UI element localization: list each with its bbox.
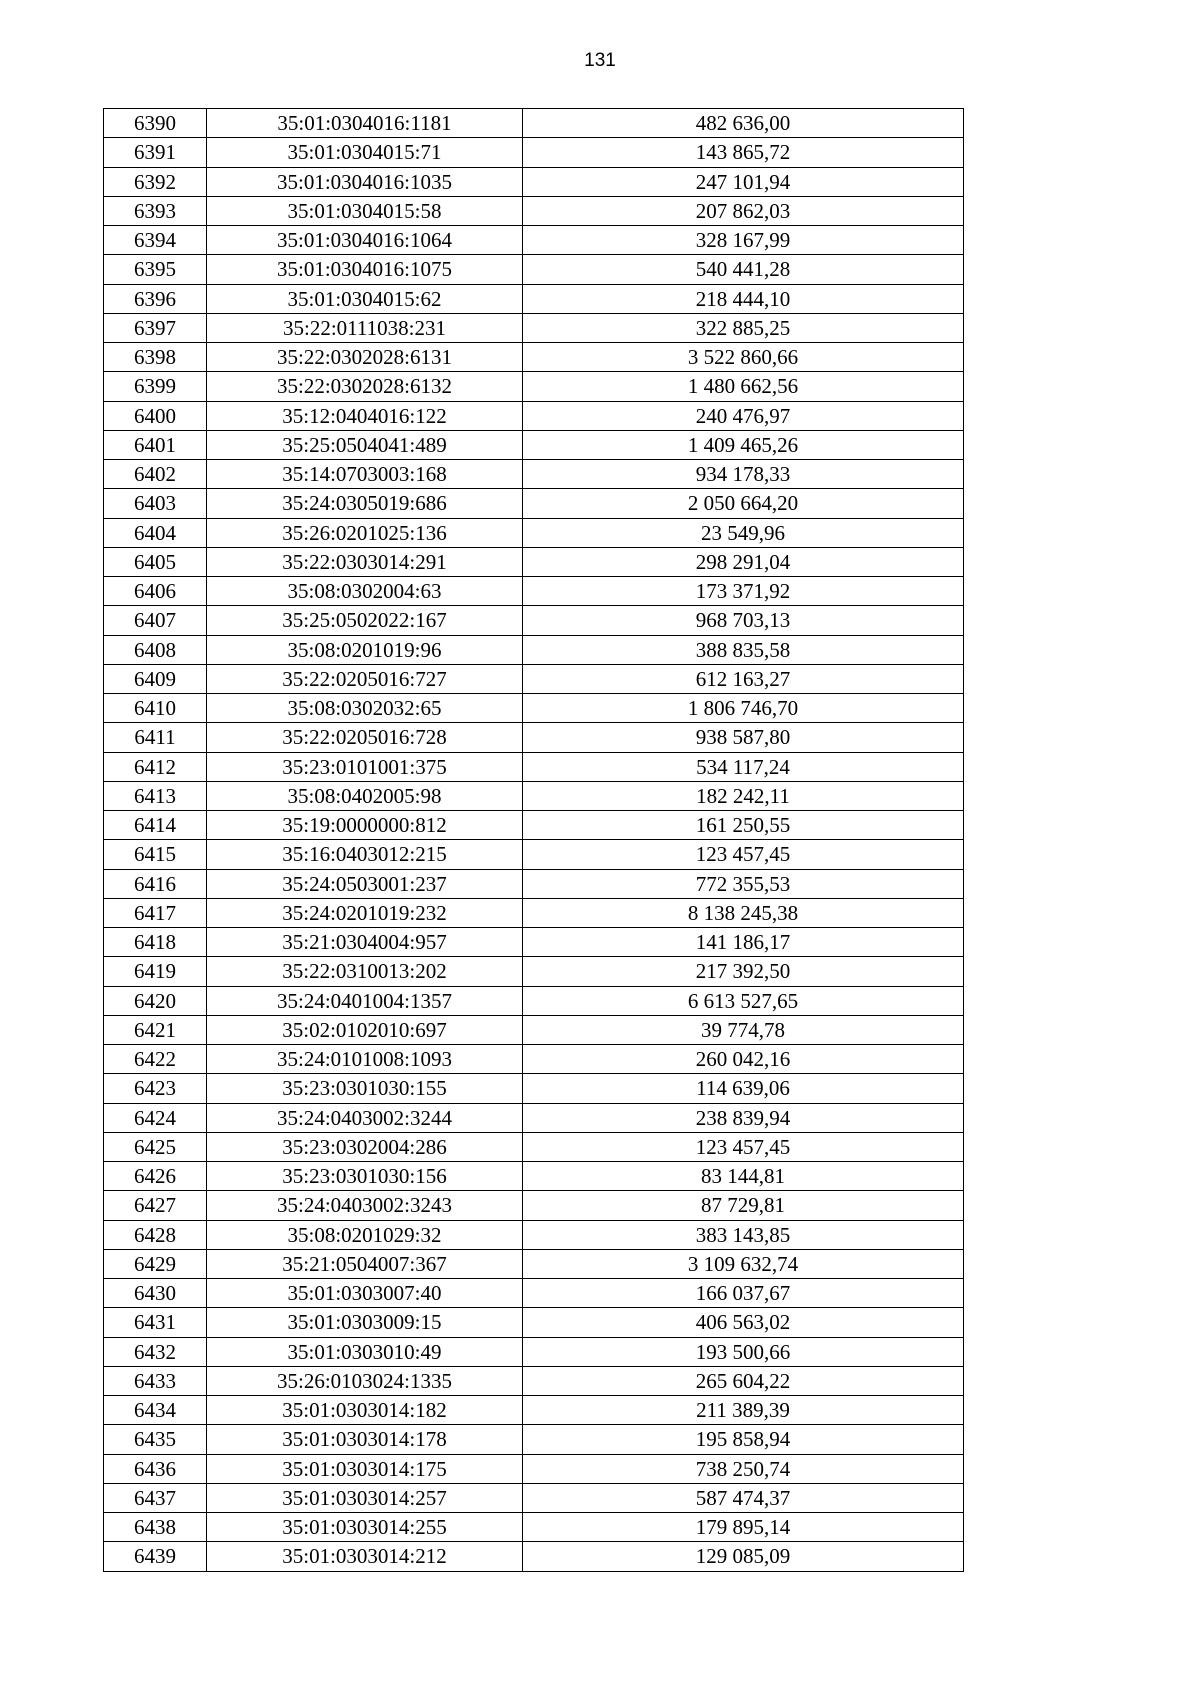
cadastral-number-cell: 35:01:0304015:58 <box>207 196 523 225</box>
cadastral-number-cell: 35:01:0303014:255 <box>207 1513 523 1542</box>
table-row <box>104 752 964 781</box>
row-number-cell: 6426 <box>104 1162 207 1191</box>
cadastral-number-cell: 35:22:0205016:728 <box>207 723 523 752</box>
cadastral-number-cell: 35:24:0101008:1093 <box>207 1045 523 1074</box>
value-cell: 83 144,81 <box>523 1162 964 1191</box>
value-cell: 173 371,92 <box>523 577 964 606</box>
row-number-cell: 6396 <box>104 284 207 313</box>
cadastral-number-cell: 35:16:0403012:215 <box>207 840 523 869</box>
value-cell: 738 250,74 <box>523 1454 964 1483</box>
row-number-cell: 6431 <box>104 1308 207 1337</box>
table-row <box>104 1483 964 1512</box>
row-number-cell: 6418 <box>104 928 207 957</box>
table-row <box>104 401 964 430</box>
row-number-cell: 6434 <box>104 1396 207 1425</box>
cadastral-number-cell: 35:19:0000000:812 <box>207 811 523 840</box>
value-cell: 772 355,53 <box>523 869 964 898</box>
value-cell: 218 444,10 <box>523 284 964 313</box>
table-row <box>104 781 964 810</box>
cadastral-number-cell: 35:22:0111038:231 <box>207 313 523 342</box>
value-cell: 260 042,16 <box>523 1045 964 1074</box>
value-cell: 934 178,33 <box>523 460 964 489</box>
row-number-cell: 6401 <box>104 430 207 459</box>
row-number-cell: 6427 <box>104 1191 207 1220</box>
cadastral-number-cell: 35:08:0201029:32 <box>207 1220 523 1249</box>
table-row <box>104 840 964 869</box>
row-number-cell: 6420 <box>104 986 207 1015</box>
row-number-cell: 6409 <box>104 664 207 693</box>
table-row <box>104 694 964 723</box>
table-row <box>104 1162 964 1191</box>
row-number-cell: 6415 <box>104 840 207 869</box>
row-number-cell: 6408 <box>104 635 207 664</box>
row-number-cell: 6391 <box>104 138 207 167</box>
cadastral-number-cell: 35:01:0304015:71 <box>207 138 523 167</box>
row-number-cell: 6400 <box>104 401 207 430</box>
value-cell: 540 441,28 <box>523 255 964 284</box>
value-cell: 968 703,13 <box>523 606 964 635</box>
table-row <box>104 284 964 313</box>
cadastral-number-cell: 35:01:0304016:1181 <box>207 109 523 138</box>
value-cell: 534 117,24 <box>523 752 964 781</box>
value-cell: 8 138 245,38 <box>523 898 964 927</box>
cadastral-number-cell: 35:08:0302032:65 <box>207 694 523 723</box>
cadastral-number-cell: 35:25:0502022:167 <box>207 606 523 635</box>
cadastral-number-cell: 35:01:0303014:257 <box>207 1483 523 1512</box>
row-number-cell: 6423 <box>104 1074 207 1103</box>
row-number-cell: 6395 <box>104 255 207 284</box>
table-row <box>104 1308 964 1337</box>
value-cell: 207 862,03 <box>523 196 964 225</box>
value-cell: 39 774,78 <box>523 1015 964 1044</box>
row-number-cell: 6433 <box>104 1366 207 1395</box>
table-row <box>104 986 964 1015</box>
table-row <box>104 606 964 635</box>
value-cell: 114 639,06 <box>523 1074 964 1103</box>
table-row <box>104 430 964 459</box>
value-cell: 166 037,67 <box>523 1279 964 1308</box>
value-cell: 161 250,55 <box>523 811 964 840</box>
cadastral-number-cell: 35:01:0304015:62 <box>207 284 523 313</box>
row-number-cell: 6398 <box>104 343 207 372</box>
row-number-cell: 6394 <box>104 226 207 255</box>
row-number-cell: 6421 <box>104 1015 207 1044</box>
row-number-cell: 6399 <box>104 372 207 401</box>
table-row <box>104 460 964 489</box>
table-row <box>104 1103 964 1132</box>
cadastral-number-cell: 35:24:0401004:1357 <box>207 986 523 1015</box>
table-row <box>104 489 964 518</box>
table-row <box>104 957 964 986</box>
value-cell: 2 050 664,20 <box>523 489 964 518</box>
value-cell: 587 474,37 <box>523 1483 964 1512</box>
value-cell: 298 291,04 <box>523 547 964 576</box>
table-row <box>104 196 964 225</box>
table-row <box>104 313 964 342</box>
table-row <box>104 928 964 957</box>
cadastral-number-cell: 35:22:0303014:291 <box>207 547 523 576</box>
cadastral-number-cell: 35:25:0504041:489 <box>207 430 523 459</box>
table-row <box>104 1425 964 1454</box>
table-row <box>104 1513 964 1542</box>
cadastral-number-cell: 35:24:0305019:686 <box>207 489 523 518</box>
table-row <box>104 1132 964 1161</box>
cadastral-number-cell: 35:01:0304016:1035 <box>207 167 523 196</box>
table-row <box>104 1220 964 1249</box>
table-row <box>104 664 964 693</box>
table-row <box>104 635 964 664</box>
cadastral-number-cell: 35:24:0403002:3244 <box>207 1103 523 1132</box>
cadastral-number-cell: 35:21:0504007:367 <box>207 1249 523 1278</box>
value-cell: 182 242,11 <box>523 781 964 810</box>
table-row <box>104 138 964 167</box>
cadastral-number-cell: 35:01:0303014:175 <box>207 1454 523 1483</box>
cadastral-number-cell: 35:01:0303007:40 <box>207 1279 523 1308</box>
value-cell: 123 457,45 <box>523 1132 964 1161</box>
value-cell: 193 500,66 <box>523 1337 964 1366</box>
row-number-cell: 6416 <box>104 869 207 898</box>
table-row <box>104 723 964 752</box>
table-row <box>104 1366 964 1395</box>
cadastral-number-cell: 35:24:0503001:237 <box>207 869 523 898</box>
table-row <box>104 869 964 898</box>
row-number-cell: 6437 <box>104 1483 207 1512</box>
cadastral-number-cell: 35:01:0303010:49 <box>207 1337 523 1366</box>
table-row <box>104 372 964 401</box>
value-cell: 240 476,97 <box>523 401 964 430</box>
value-cell: 482 636,00 <box>523 109 964 138</box>
cadastral-number-cell: 35:08:0302004:63 <box>207 577 523 606</box>
cadastral-number-cell: 35:22:0310013:202 <box>207 957 523 986</box>
cadastral-number-cell: 35:14:0703003:168 <box>207 460 523 489</box>
row-number-cell: 6430 <box>104 1279 207 1308</box>
value-cell: 87 729,81 <box>523 1191 964 1220</box>
table-row <box>104 1249 964 1278</box>
cadastral-number-cell: 35:01:0303014:182 <box>207 1396 523 1425</box>
value-cell: 6 613 527,65 <box>523 986 964 1015</box>
row-number-cell: 6392 <box>104 167 207 196</box>
row-number-cell: 6424 <box>104 1103 207 1132</box>
value-cell: 238 839,94 <box>523 1103 964 1132</box>
value-cell: 3 109 632,74 <box>523 1249 964 1278</box>
cadastral-number-cell: 35:24:0403002:3243 <box>207 1191 523 1220</box>
row-number-cell: 6405 <box>104 547 207 576</box>
row-number-cell: 6393 <box>104 196 207 225</box>
value-cell: 141 186,17 <box>523 928 964 957</box>
table-row <box>104 1337 964 1366</box>
table-row <box>104 898 964 927</box>
cadastral-number-cell: 35:01:0303014:212 <box>207 1542 523 1571</box>
cadastral-number-cell: 35:22:0302028:6131 <box>207 343 523 372</box>
value-cell: 1 806 746,70 <box>523 694 964 723</box>
cadastral-number-cell: 35:08:0201019:96 <box>207 635 523 664</box>
table-row <box>104 811 964 840</box>
cadastral-number-cell: 35:23:0301030:156 <box>207 1162 523 1191</box>
row-number-cell: 6425 <box>104 1132 207 1161</box>
value-cell: 23 549,96 <box>523 518 964 547</box>
table-row <box>104 1191 964 1220</box>
row-number-cell: 6428 <box>104 1220 207 1249</box>
cadastral-number-cell: 35:26:0103024:1335 <box>207 1366 523 1395</box>
row-number-cell: 6413 <box>104 781 207 810</box>
row-number-cell: 6402 <box>104 460 207 489</box>
cadastral-number-cell: 35:21:0304004:957 <box>207 928 523 957</box>
row-number-cell: 6406 <box>104 577 207 606</box>
table-row <box>104 1396 964 1425</box>
table-row <box>104 343 964 372</box>
cadastral-number-cell: 35:26:0201025:136 <box>207 518 523 547</box>
row-number-cell: 6422 <box>104 1045 207 1074</box>
page-number: 131 <box>584 50 616 71</box>
row-number-cell: 6435 <box>104 1425 207 1454</box>
row-number-cell: 6417 <box>104 898 207 927</box>
row-number-cell: 6412 <box>104 752 207 781</box>
cadastral-number-cell: 35:23:0101001:375 <box>207 752 523 781</box>
row-number-cell: 6438 <box>104 1513 207 1542</box>
table-row <box>104 109 964 138</box>
data-table <box>103 108 964 1572</box>
value-cell: 1 480 662,56 <box>523 372 964 401</box>
value-cell: 612 163,27 <box>523 664 964 693</box>
cadastral-number-cell: 35:24:0201019:232 <box>207 898 523 927</box>
table-row <box>104 1542 964 1571</box>
value-cell: 247 101,94 <box>523 167 964 196</box>
value-cell: 265 604,22 <box>523 1366 964 1395</box>
table-row <box>104 167 964 196</box>
value-cell: 195 858,94 <box>523 1425 964 1454</box>
row-number-cell: 6410 <box>104 694 207 723</box>
row-number-cell: 6419 <box>104 957 207 986</box>
value-cell: 123 457,45 <box>523 840 964 869</box>
cadastral-number-cell: 35:08:0402005:98 <box>207 781 523 810</box>
cadastral-number-cell: 35:22:0205016:727 <box>207 664 523 693</box>
cadastral-number-cell: 35:02:0102010:697 <box>207 1015 523 1044</box>
cadastral-number-cell: 35:01:0303009:15 <box>207 1308 523 1337</box>
value-cell: 406 563,02 <box>523 1308 964 1337</box>
row-number-cell: 6407 <box>104 606 207 635</box>
table-row <box>104 255 964 284</box>
value-cell: 179 895,14 <box>523 1513 964 1542</box>
cadastral-number-cell: 35:12:0404016:122 <box>207 401 523 430</box>
table-row <box>104 1015 964 1044</box>
cadastral-number-cell: 35:01:0303014:178 <box>207 1425 523 1454</box>
value-cell: 211 389,39 <box>523 1396 964 1425</box>
row-number-cell: 6439 <box>104 1542 207 1571</box>
cadastral-number-cell: 35:23:0302004:286 <box>207 1132 523 1161</box>
cadastral-number-cell: 35:01:0304016:1075 <box>207 255 523 284</box>
table-row <box>104 226 964 255</box>
row-number-cell: 6411 <box>104 723 207 752</box>
table-row <box>104 1279 964 1308</box>
row-number-cell: 6436 <box>104 1454 207 1483</box>
cadastral-number-cell: 35:22:0302028:6132 <box>207 372 523 401</box>
table-row <box>104 547 964 576</box>
row-number-cell: 6414 <box>104 811 207 840</box>
row-number-cell: 6404 <box>104 518 207 547</box>
table-body <box>104 109 964 1572</box>
value-cell: 388 835,58 <box>523 635 964 664</box>
row-number-cell: 6397 <box>104 313 207 342</box>
value-cell: 383 143,85 <box>523 1220 964 1249</box>
value-cell: 328 167,99 <box>523 226 964 255</box>
row-number-cell: 6403 <box>104 489 207 518</box>
value-cell: 143 865,72 <box>523 138 964 167</box>
cadastral-number-cell: 35:01:0304016:1064 <box>207 226 523 255</box>
row-number-cell: 6432 <box>104 1337 207 1366</box>
row-number-cell: 6429 <box>104 1249 207 1278</box>
value-cell: 217 392,50 <box>523 957 964 986</box>
value-cell: 129 085,09 <box>523 1542 964 1571</box>
table-row <box>104 518 964 547</box>
table-row <box>104 1454 964 1483</box>
value-cell: 938 587,80 <box>523 723 964 752</box>
value-cell: 1 409 465,26 <box>523 430 964 459</box>
value-cell: 322 885,25 <box>523 313 964 342</box>
table-row <box>104 1074 964 1103</box>
table-row <box>104 1045 964 1074</box>
cadastral-number-cell: 35:23:0301030:155 <box>207 1074 523 1103</box>
row-number-cell: 6390 <box>104 109 207 138</box>
value-cell: 3 522 860,66 <box>523 343 964 372</box>
table-row <box>104 577 964 606</box>
